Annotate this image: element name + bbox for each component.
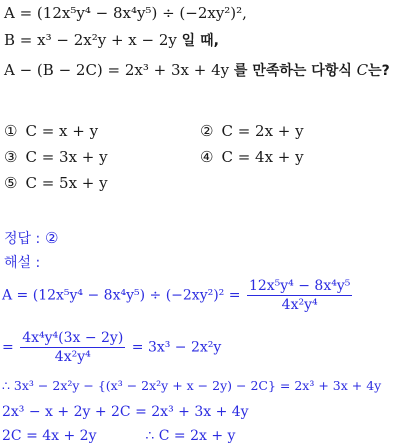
solution-step-2 [2,330,221,365]
choice-1[interactable] [4,122,98,140]
choice-expression: C = 5x + y [25,174,108,192]
question-text-b: 는? [368,63,390,79]
choice-number: ⑤ [4,174,18,192]
polynomial-c: C [356,61,369,79]
problem-line-1 [4,4,247,22]
choice-4[interactable] [200,148,304,166]
step-5-a: 2C = 4x + 2y [2,428,97,444]
fraction-denominator: 4x²y⁴ [54,349,91,365]
fraction-numerator: 12x⁵y⁴ − 8x⁴y⁵ [248,278,351,294]
expression-b: B = x³ − 2x²y + x − 2y [4,31,177,49]
step-2-pre: = [2,339,14,356]
fraction-numerator: 4x⁴y⁴(3x − 2y) [22,330,124,346]
choice-2[interactable] [200,122,304,140]
answer-label: 정답 : [4,231,41,247]
condition-text: 일 때, [181,33,219,49]
step-1-lhs: A = (12x⁵y⁴ − 8x⁴y⁵) ÷ (−2xy²)² = [2,287,241,304]
choice-expression: C = 3x + y [25,148,108,166]
choice-number: ② [200,122,214,140]
answer-value: ② [45,229,59,247]
choice-expression: C = 4x + y [221,148,304,166]
problem-line-3 [4,60,390,80]
solution-step-3: ∴ 3x³ − 2x²y − {(x³ − 2x²y + x − 2y) − 2C} = 2x³ + 3x + 4y [2,378,382,393]
solution-step-4: 2x³ − x + 2y + 2C = 2x³ + 3x + 4y [2,404,249,420]
step-1-fraction [247,278,352,313]
explanation-label: 해설 : [4,255,41,271]
solution-step-1 [2,278,354,313]
fraction-denominator: 4x²y⁴ [281,297,318,313]
solution-step-5 [2,428,235,444]
choice-5[interactable] [4,174,108,192]
choice-3[interactable] [4,148,108,166]
choice-expression: C = 2x + y [221,122,304,140]
problem-line-2 [4,30,219,50]
choice-expression: C = x + y [25,122,99,140]
choice-number: ③ [4,148,18,166]
choice-number: ① [4,122,18,140]
step-2-fraction [20,330,125,365]
question-text-a: 를 만족하는 다항식 [233,63,352,79]
choice-number: ④ [200,148,214,166]
answer-line [4,228,58,248]
equation: A − (B − 2C) = 2x³ + 3x + 4y [4,61,230,79]
step-2-post: = 3x³ − 2x²y [131,339,222,356]
step-5-b: ∴ C = 2x + y [145,428,236,444]
expression-a: A = (12x⁵y⁴ − 8x⁴y⁵) ÷ (−2xy²)², [4,4,247,22]
